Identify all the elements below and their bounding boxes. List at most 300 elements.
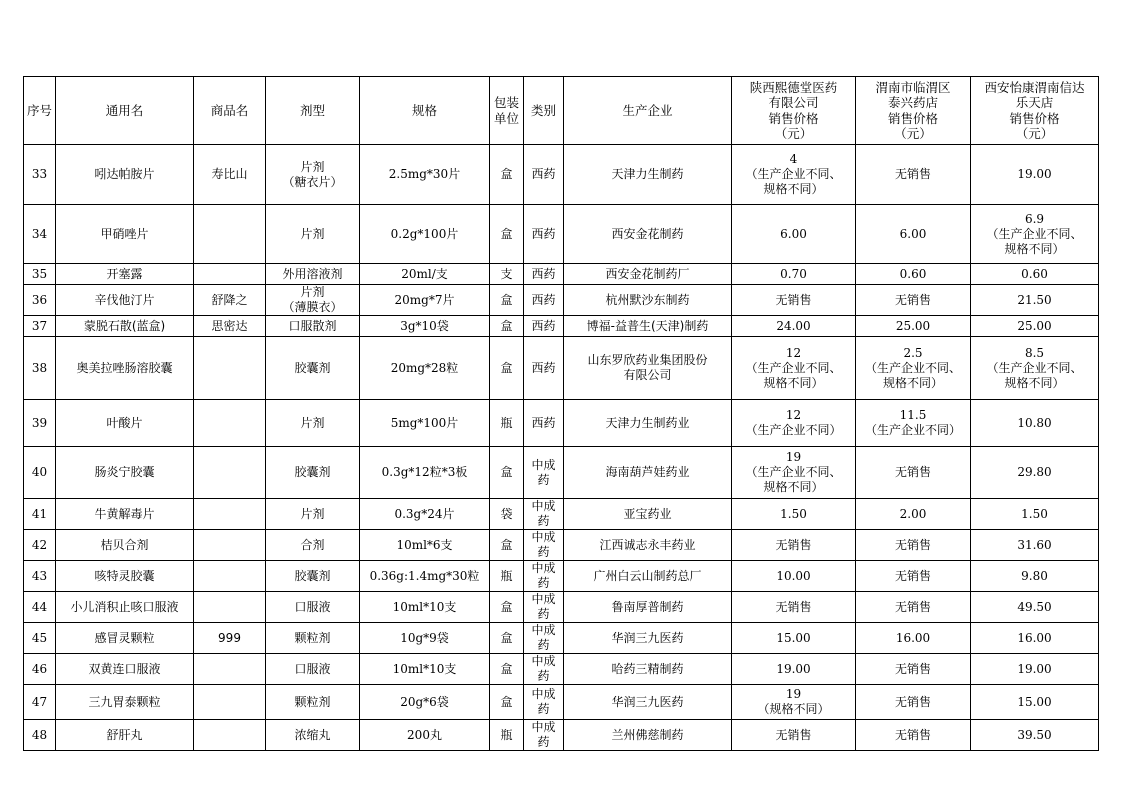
specification-cell: 0.2g*100片 xyxy=(360,205,490,264)
price-table xyxy=(23,76,1099,751)
header-package-unit xyxy=(490,77,524,145)
manufacturer-cell xyxy=(564,623,732,654)
cell-line: 药 xyxy=(537,669,550,683)
category-cell xyxy=(524,264,564,285)
manufacturer-cell xyxy=(564,316,732,337)
seq-cell: 37 xyxy=(24,316,56,337)
category-cell xyxy=(524,561,564,592)
seq-cell: 45 xyxy=(24,623,56,654)
cell-line: 山东罗欣药业集团股份 xyxy=(587,353,708,367)
cell-line: 鲁南厚普制药 xyxy=(611,599,684,614)
table-row xyxy=(24,337,1099,400)
category-cell xyxy=(524,145,564,205)
store2-price-cell xyxy=(856,720,971,751)
header-seq: 序号 xyxy=(24,77,56,145)
manufacturer-cell xyxy=(564,720,732,751)
cell-line: 6.9 xyxy=(1024,211,1045,226)
cell-line: 无销售 xyxy=(894,694,931,709)
category-cell xyxy=(524,623,564,654)
cell-line: 西药 xyxy=(531,167,556,181)
dosage-form-cell xyxy=(266,530,360,561)
cell-line: 浓缩丸 xyxy=(294,727,331,742)
brand-name-cell: 思密达 xyxy=(194,316,266,337)
cell-line: 规格不同） xyxy=(763,375,824,390)
cell-line: 华润三九医药 xyxy=(611,694,684,709)
cell-line: 胶囊剂 xyxy=(294,568,331,583)
store3-price-cell xyxy=(971,285,1099,316)
generic-name-cell: 肠炎宁胶囊 xyxy=(56,447,194,499)
store3-price-cell xyxy=(971,264,1099,285)
dosage-form-cell xyxy=(266,685,360,720)
cell-line: 9.80 xyxy=(1021,568,1048,583)
store2-price-cell xyxy=(856,592,971,623)
store3-price-cell xyxy=(971,316,1099,337)
cell-line: 无销售 xyxy=(894,465,931,479)
manufacturer-cell xyxy=(564,285,732,316)
cell-line: 胶囊剂 xyxy=(294,360,331,375)
brand-name-cell: 舒降之 xyxy=(194,285,266,316)
cell-line: 中成 xyxy=(531,687,556,701)
cell-line: （生产企业不同、 xyxy=(745,360,842,375)
specification-cell: 0.3g*12粒*3板 xyxy=(360,447,490,499)
cell-line: 无销售 xyxy=(894,537,931,552)
cell-line: （生产企业不同、 xyxy=(745,465,842,479)
cell-line: 无销售 xyxy=(894,167,931,181)
store1-price-cell xyxy=(732,654,856,685)
brand-name-cell xyxy=(194,561,266,592)
table-row xyxy=(24,264,1099,285)
cell-line: （生产企业不同、 xyxy=(986,226,1083,241)
store1-price-cell xyxy=(732,720,856,751)
category-cell xyxy=(524,316,564,337)
header-dosage-form: 剂型 xyxy=(266,77,360,145)
seq-cell: 36 xyxy=(24,285,56,316)
header-package-unit-line: 包装 xyxy=(493,95,519,110)
table-row xyxy=(24,447,1099,499)
cell-line: 胶囊剂 xyxy=(294,465,331,479)
cell-line: 中成 xyxy=(531,592,556,606)
header-line: 乐天店 xyxy=(1015,95,1054,110)
table-row xyxy=(24,623,1099,654)
brand-name-cell xyxy=(194,592,266,623)
table-row xyxy=(24,400,1099,447)
store2-price-cell xyxy=(856,400,971,447)
store2-price-cell xyxy=(856,285,971,316)
cell-line: 外用溶液剂 xyxy=(282,266,343,281)
cell-line: 0.60 xyxy=(1021,266,1048,281)
category-cell xyxy=(524,447,564,499)
seq-cell: 46 xyxy=(24,654,56,685)
brand-name-cell xyxy=(194,264,266,285)
cell-line: 亚宝药业 xyxy=(623,506,672,521)
brand-name-cell xyxy=(194,205,266,264)
cell-line: 10.00 xyxy=(776,568,811,583)
seq-cell: 40 xyxy=(24,447,56,499)
cell-line: 药 xyxy=(537,702,550,716)
store2-price-cell xyxy=(856,561,971,592)
manufacturer-cell xyxy=(564,561,732,592)
store2-price-cell xyxy=(856,530,971,561)
store3-price-cell xyxy=(971,447,1099,499)
dosage-form-cell xyxy=(266,264,360,285)
store2-price-cell xyxy=(856,337,971,400)
cell-line: （生产企业不同、 xyxy=(745,167,842,181)
cell-line: 49.50 xyxy=(1017,599,1052,614)
header-line: 泰兴药店 xyxy=(887,95,938,110)
header-line: （元） xyxy=(894,126,932,141)
cell-line: 31.60 xyxy=(1017,537,1052,552)
cell-line: 无销售 xyxy=(775,537,812,552)
cell-line: 无销售 xyxy=(775,292,812,307)
cell-line: 19.00 xyxy=(1017,167,1052,181)
store3-price-cell xyxy=(971,654,1099,685)
seq-cell: 34 xyxy=(24,205,56,264)
header-package-unit-line: 单位 xyxy=(493,110,519,126)
cell-line: 15.00 xyxy=(776,630,811,645)
cell-line: 颗粒剂 xyxy=(294,630,331,645)
brand-name-cell xyxy=(194,530,266,561)
generic-name-cell: 三九胃泰颗粒 xyxy=(56,685,194,720)
store2-price-cell xyxy=(856,205,971,264)
generic-name-cell: 辛伐他汀片 xyxy=(56,285,194,316)
brand-name-cell xyxy=(194,685,266,720)
manufacturer-cell xyxy=(564,205,732,264)
store3-price-cell xyxy=(971,530,1099,561)
store1-price-cell xyxy=(732,205,856,264)
cell-line: 19.00 xyxy=(1017,661,1052,676)
cell-line: 杭州默沙东制药 xyxy=(605,292,690,307)
category-cell xyxy=(524,285,564,316)
cell-line: 21.50 xyxy=(1017,292,1052,307)
cell-line: 片剂 xyxy=(300,159,325,174)
cell-line: 25.00 xyxy=(895,318,931,333)
table-row xyxy=(24,205,1099,264)
manufacturer-cell xyxy=(564,337,732,400)
store3-price-cell xyxy=(971,400,1099,447)
cell-line: 无销售 xyxy=(894,568,931,583)
cell-line: 39.50 xyxy=(1017,727,1052,742)
cell-line: 无销售 xyxy=(894,727,931,742)
table-row xyxy=(24,685,1099,720)
brand-name-cell xyxy=(194,337,266,400)
store1-price-cell xyxy=(732,499,856,530)
cell-line: （生产企业不同） xyxy=(745,423,842,437)
dosage-form-cell xyxy=(266,337,360,400)
table-row xyxy=(24,561,1099,592)
cell-line: 规格不同） xyxy=(1004,241,1065,256)
cell-line: 天津力生制药业 xyxy=(605,415,690,430)
cell-line: 兰州佛慈制药 xyxy=(611,727,684,742)
store1-price-cell xyxy=(732,561,856,592)
cell-line: 25.00 xyxy=(1017,318,1052,333)
cell-line: 无销售 xyxy=(894,661,931,676)
brand-name-cell xyxy=(194,654,266,685)
manufacturer-cell xyxy=(564,499,732,530)
cell-line: 1.50 xyxy=(780,506,807,521)
cell-line: 中成 xyxy=(531,457,556,472)
dosage-form-cell xyxy=(266,145,360,205)
table-row xyxy=(24,654,1099,685)
table-row xyxy=(24,592,1099,623)
dosage-form-cell xyxy=(266,285,360,316)
generic-name-cell: 叶酸片 xyxy=(56,400,194,447)
store2-price-cell xyxy=(856,264,971,285)
store3-price-cell xyxy=(971,145,1099,205)
store1-price-cell xyxy=(732,264,856,285)
store3-price-cell xyxy=(971,685,1099,720)
specification-cell: 20mg*7片 xyxy=(360,285,490,316)
brand-name-cell: 999 xyxy=(194,623,266,654)
cell-line: 哈药三精制药 xyxy=(611,661,684,676)
table-row xyxy=(24,145,1099,205)
store3-price-cell xyxy=(971,499,1099,530)
seq-cell: 48 xyxy=(24,720,56,751)
manufacturer-cell xyxy=(564,592,732,623)
generic-name-cell: 感冒灵颗粒 xyxy=(56,623,194,654)
generic-name-cell: 双黄连口服液 xyxy=(56,654,194,685)
specification-cell: 20mg*28粒 xyxy=(360,337,490,400)
cell-line: 片剂 xyxy=(300,415,325,430)
cell-line: 中成 xyxy=(531,654,556,668)
header-manufacturer: 生产企业 xyxy=(564,77,732,145)
generic-name-cell: 牛黄解毒片 xyxy=(56,499,194,530)
store2-price-cell xyxy=(856,654,971,685)
store2-price-cell xyxy=(856,685,971,720)
category-cell xyxy=(524,720,564,751)
cell-line: 中成 xyxy=(531,530,556,544)
header-line: 销售价格 xyxy=(1009,110,1060,126)
category-cell xyxy=(524,530,564,561)
cell-line: 24.00 xyxy=(776,318,811,333)
cell-line: 药 xyxy=(537,472,550,487)
store1-price-cell xyxy=(732,400,856,447)
generic-name-cell: 开塞露 xyxy=(56,264,194,285)
header-line: （元） xyxy=(1015,126,1054,141)
cell-line: 无销售 xyxy=(894,292,931,307)
specification-cell: 20g*6袋 xyxy=(360,685,490,720)
cell-line: （糖衣片） xyxy=(282,174,343,189)
cell-line: 博福-益普生(天津)制药 xyxy=(586,318,709,333)
generic-name-cell: 蒙脱石散(蓝盒) xyxy=(56,316,194,337)
cell-line: 规格不同） xyxy=(763,480,824,494)
cell-line: 6.00 xyxy=(780,226,807,241)
cell-line: 药 xyxy=(537,735,550,749)
cell-line: 片剂 xyxy=(300,226,325,241)
cell-line: 6.00 xyxy=(899,226,927,241)
cell-line: 片剂 xyxy=(300,506,325,521)
cell-line: 8.5 xyxy=(1024,345,1045,360)
specification-cell: 10g*9袋 xyxy=(360,623,490,654)
store3-price-cell xyxy=(971,592,1099,623)
cell-line: 0.60 xyxy=(899,266,927,281)
package-unit-cell: 盒 xyxy=(490,145,524,205)
cell-line: 规格不同） xyxy=(763,182,824,196)
specification-cell: 0.3g*24片 xyxy=(360,499,490,530)
cell-line: 4 xyxy=(789,152,798,166)
specification-cell: 20ml/支 xyxy=(360,264,490,285)
store1-price-cell xyxy=(732,623,856,654)
cell-line: 西药 xyxy=(531,226,556,241)
cell-line: 29.80 xyxy=(1017,465,1052,479)
cell-line: 10.80 xyxy=(1017,415,1052,430)
cell-line: 0.70 xyxy=(780,266,807,281)
cell-line: （生产企业不同、 xyxy=(986,360,1083,375)
package-unit-cell: 瓶 xyxy=(490,561,524,592)
cell-line: 中成 xyxy=(531,499,556,513)
category-cell xyxy=(524,654,564,685)
cell-line: 12 xyxy=(785,345,802,360)
cell-line: 无销售 xyxy=(775,599,812,614)
store3-price-cell xyxy=(971,720,1099,751)
dosage-form-cell xyxy=(266,400,360,447)
specification-cell: 3g*10袋 xyxy=(360,316,490,337)
header-line: 渭南市临渭区 xyxy=(875,79,951,95)
dosage-form-cell xyxy=(266,592,360,623)
header-line: 销售价格 xyxy=(768,110,819,126)
package-unit-cell: 瓶 xyxy=(490,400,524,447)
package-unit-cell: 盒 xyxy=(490,316,524,337)
cell-line: 药 xyxy=(537,545,550,559)
package-unit-cell: 盒 xyxy=(490,685,524,720)
cell-line: 中成 xyxy=(531,720,556,734)
seq-cell: 43 xyxy=(24,561,56,592)
seq-cell: 47 xyxy=(24,685,56,720)
seq-cell: 42 xyxy=(24,530,56,561)
package-unit-cell: 盒 xyxy=(490,205,524,264)
seq-cell: 44 xyxy=(24,592,56,623)
cell-line: 19 xyxy=(785,687,802,701)
store3-price-cell xyxy=(971,205,1099,264)
store1-price-cell xyxy=(732,316,856,337)
cell-line: 规格不同） xyxy=(1004,375,1065,390)
dosage-form-cell xyxy=(266,447,360,499)
generic-name-cell: 甲硝唑片 xyxy=(56,205,194,264)
package-unit-cell: 盒 xyxy=(490,592,524,623)
header-brand-name: 商品名 xyxy=(194,77,266,145)
package-unit-cell: 盒 xyxy=(490,337,524,400)
header-line: 陕西熙德堂医药 xyxy=(749,79,838,95)
specification-cell: 200丸 xyxy=(360,720,490,751)
manufacturer-cell xyxy=(564,447,732,499)
cell-line: 15.00 xyxy=(1017,694,1052,709)
generic-name-cell: 小儿消积止咳口服液 xyxy=(56,592,194,623)
header-generic-name: 通用名 xyxy=(56,77,194,145)
cell-line: 西安金花制药 xyxy=(611,226,684,241)
cell-line: 无销售 xyxy=(775,727,812,742)
category-cell xyxy=(524,400,564,447)
header-specification: 规格 xyxy=(360,77,490,145)
store1-price-cell xyxy=(732,447,856,499)
specification-cell: 2.5mg*30片 xyxy=(360,145,490,205)
package-unit-cell: 瓶 xyxy=(490,720,524,751)
brand-name-cell xyxy=(194,447,266,499)
seq-cell: 33 xyxy=(24,145,56,205)
category-cell xyxy=(524,205,564,264)
category-cell xyxy=(524,337,564,400)
package-unit-cell: 袋 xyxy=(490,499,524,530)
manufacturer-cell xyxy=(564,530,732,561)
store2-price-cell xyxy=(856,316,971,337)
cell-line: 合剂 xyxy=(300,537,325,552)
generic-name-cell: 咳特灵胶囊 xyxy=(56,561,194,592)
brand-name-cell xyxy=(194,720,266,751)
cell-line: 西药 xyxy=(531,360,556,375)
dosage-form-cell xyxy=(266,499,360,530)
manufacturer-cell xyxy=(564,145,732,205)
cell-line: 药 xyxy=(537,514,550,528)
cell-line: 有限公司 xyxy=(623,368,672,382)
cell-line: 西药 xyxy=(531,266,556,281)
header-line: 有限公司 xyxy=(768,95,819,110)
brand-name-cell xyxy=(194,499,266,530)
cell-line: 药 xyxy=(537,638,550,652)
header-store2-price xyxy=(856,77,971,145)
header-row xyxy=(24,77,1099,145)
cell-line: 无销售 xyxy=(894,599,931,614)
dosage-form-cell xyxy=(266,316,360,337)
cell-line: 口服液 xyxy=(294,661,331,676)
store3-price-cell xyxy=(971,623,1099,654)
cell-line: 天津力生制药 xyxy=(611,167,684,181)
manufacturer-cell xyxy=(564,400,732,447)
seq-cell: 41 xyxy=(24,499,56,530)
store1-price-cell xyxy=(732,337,856,400)
dosage-form-cell xyxy=(266,205,360,264)
store2-price-cell xyxy=(856,145,971,205)
manufacturer-cell xyxy=(564,685,732,720)
package-unit-cell: 盒 xyxy=(490,623,524,654)
cell-line: 西药 xyxy=(531,415,556,430)
cell-line: 19.00 xyxy=(776,661,811,676)
table-row xyxy=(24,499,1099,530)
cell-line: 19 xyxy=(785,450,802,464)
cell-line: 12 xyxy=(785,408,802,422)
cell-line: 海南葫芦娃药业 xyxy=(605,465,690,479)
header-store1-price xyxy=(732,77,856,145)
package-unit-cell: 盒 xyxy=(490,530,524,561)
store1-price-cell xyxy=(732,685,856,720)
store3-price-cell xyxy=(971,561,1099,592)
dosage-form-cell xyxy=(266,623,360,654)
brand-name-cell xyxy=(194,400,266,447)
manufacturer-cell xyxy=(564,264,732,285)
cell-line: 2.5 xyxy=(903,345,923,360)
header-line: （元） xyxy=(774,126,813,141)
package-unit-cell: 支 xyxy=(490,264,524,285)
package-unit-cell: 盒 xyxy=(490,447,524,499)
cell-line: 口服液 xyxy=(294,599,331,614)
cell-line: 中成 xyxy=(531,561,556,575)
generic-name-cell: 桔贝合剂 xyxy=(56,530,194,561)
cell-line: 颗粒剂 xyxy=(294,694,331,709)
specification-cell: 5mg*100片 xyxy=(360,400,490,447)
seq-cell: 39 xyxy=(24,400,56,447)
cell-line: 江西诚志永丰药业 xyxy=(599,537,696,552)
dosage-form-cell xyxy=(266,720,360,751)
header-category: 类别 xyxy=(524,77,564,145)
cell-line: 16.00 xyxy=(1017,630,1052,645)
specification-cell: 10ml*10支 xyxy=(360,654,490,685)
table-row xyxy=(24,285,1099,316)
cell-line: 广州白云山制药总厂 xyxy=(593,568,702,583)
store2-price-cell xyxy=(856,447,971,499)
generic-name-cell: 奥美拉唑肠溶胶囊 xyxy=(56,337,194,400)
cell-line: 2.00 xyxy=(899,506,927,521)
cell-line: 11.5 xyxy=(899,408,927,422)
header-store3-price xyxy=(971,77,1099,145)
store3-price-cell xyxy=(971,337,1099,400)
cell-line: （规格不同） xyxy=(757,702,830,716)
